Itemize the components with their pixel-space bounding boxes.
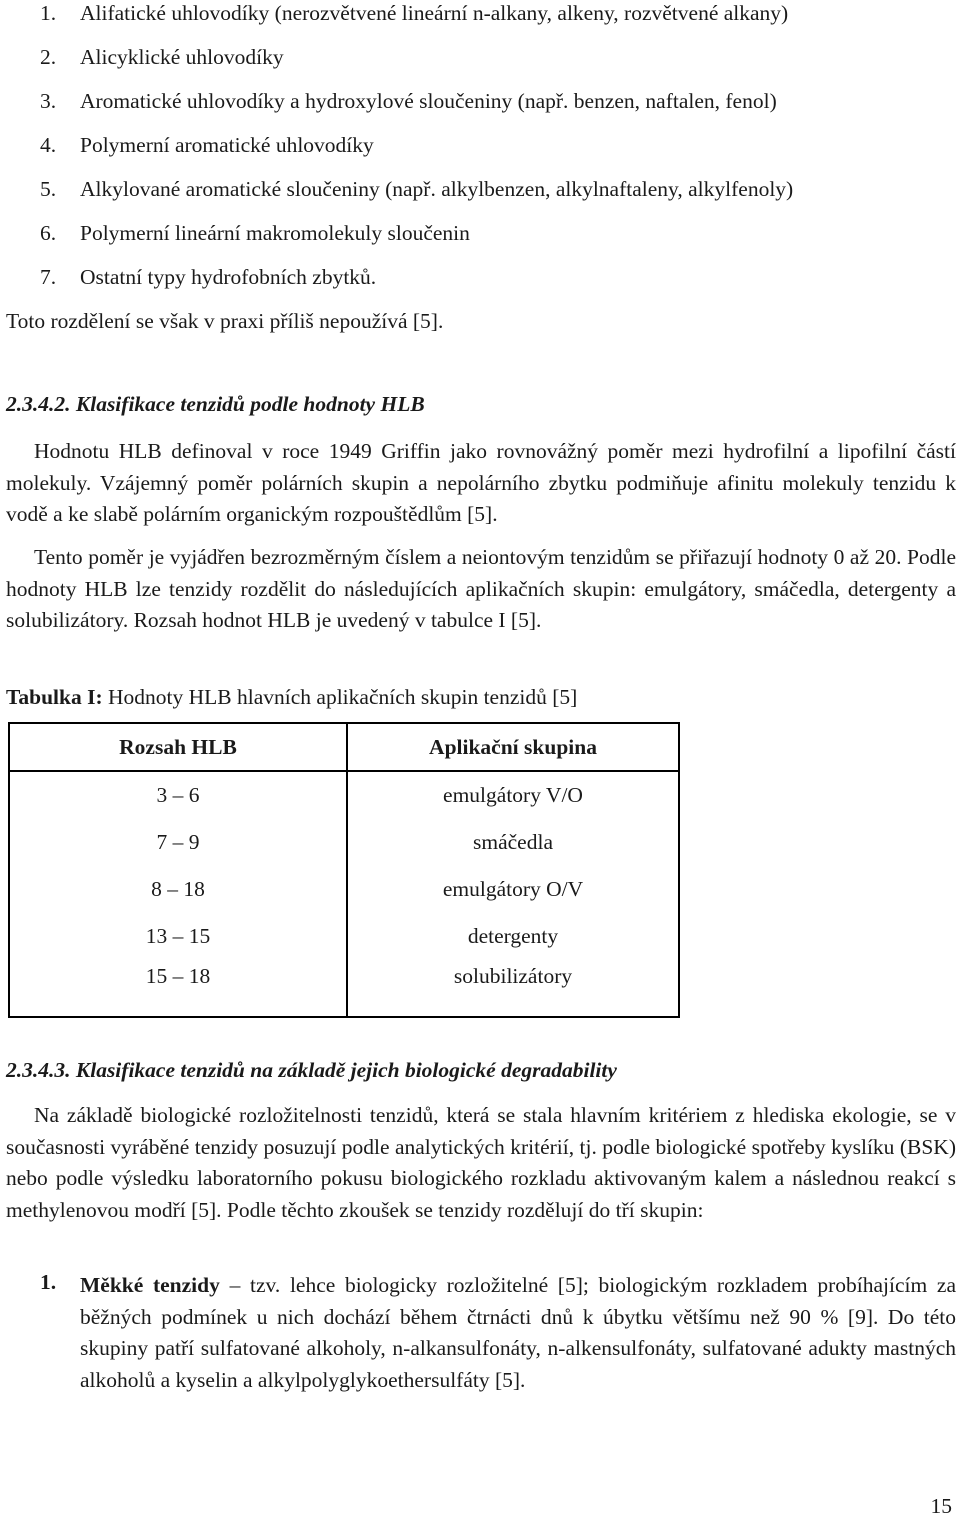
list-item-number: 1. — [40, 1270, 57, 1294]
list-item: 7. Ostatní typy hydrofobních zbytků. — [40, 265, 377, 289]
table-cell: 7 – 9 — [9, 819, 347, 866]
list-item-text: – tzv. lehce biologicky rozložitelné [5]; biologickým rozkladem probíhajícím za běžných podmínek u nich dochází během čtrnácti dnů k úbytku většímu než 90 % [9]. Do této skupiny patří sulfatované alkoholy, n-alkansulfonáty, n-alkensulfonáty, sulfatované adukty mastných alkoholů a kyselin a alkylpolyglykoethersulfáty [5]. — [80, 1273, 956, 1392]
table-cell: 15 – 18 — [9, 960, 347, 1017]
table-row — [9, 913, 679, 960]
table-caption-text: Hodnoty HLB hlavních aplikačních skupin tenzidů [5] — [102, 685, 578, 709]
list-item: 4. Polymerní aromatické uhlovodíky — [40, 133, 374, 157]
hlb-table — [8, 722, 680, 1018]
table-cell: 3 – 6 — [9, 771, 347, 819]
table-cell: emulgátory O/V — [347, 866, 679, 913]
hlb-paragraph-2: Tento poměr je vyjádřen bezrozměrným číslem a neiontovým tenzidům se přiřazují hodnoty 0 až 20. Podle hodnoty HLB lze tenzidy rozdělit do následujících aplikačních skupin: emulgátory, smáčedla, detergenty a solubilizátory. Rozsah hodnot HLB je uvedený v tabulce I [5]. — [6, 545, 956, 632]
table-cell: smáčedla — [347, 819, 679, 866]
table-header-row — [9, 723, 679, 771]
list-item: 2. Alicyklické uhlovodíky — [40, 45, 284, 69]
table-cell: emulgátory V/O — [347, 771, 679, 819]
column-header: Rozsah HLB — [9, 723, 347, 771]
list-item: 5. Alkylované aromatické sloučeniny (např. alkylbenzen, alkylnaftaleny, alkylfenoly) — [40, 177, 794, 201]
hydrophobic-types-list — [40, 0, 793, 308]
section-heading-bio: 2.3.4.3. Klasifikace tenzidů na základě jejich biologické degradability — [6, 1058, 617, 1082]
hlb-paragraph-1: Hodnotu HLB definoval v roce 1949 Griffin jako rovnovážný poměr mezi hydrofilní a lipofilní částí molekuly. Vzájemný poměr polárních skupin a nepolárního zbytku podmiňuje afinitu molekuly tenzidu k vodě a ke slabě polárním organickým rozpouštědlům [5]. — [6, 439, 956, 526]
list-item — [80, 1270, 956, 1396]
table-cell: solubilizátory — [347, 960, 679, 1017]
table-row — [9, 771, 679, 819]
degradability-list — [40, 1270, 956, 1396]
list-item: 6. Polymerní lineární makromolekuly sloučenin — [40, 221, 470, 245]
table-cell: detergenty — [347, 913, 679, 960]
list-item: 1. Alifatické uhlovodíky (nerozvětvené lineární n-alkany, alkeny, rozvětvené alkany) — [40, 1, 789, 25]
table-row — [9, 866, 679, 913]
list-item-term: Měkké tenzidy — [80, 1273, 220, 1297]
section-heading-hlb: 2.3.4.2. Klasifikace tenzidů podle hodnoty HLB — [6, 392, 425, 416]
table-row — [9, 819, 679, 866]
table-row — [9, 960, 679, 1017]
page-number: 15 — [930, 1494, 952, 1518]
table-cell: 13 – 15 — [9, 913, 347, 960]
table-cell: 8 – 18 — [9, 866, 347, 913]
note-paragraph: Toto rozdělení se však v praxi příliš nepoužívá [5]. — [6, 309, 444, 333]
bio-paragraph-1: Na základě biologické rozložitelnosti tenzidů, která se stala hlavním kritériem z hlediska ekologie, se v současnosti vyráběné tenzidy posuzují podle analytických kritérií, tj. podle biologické spotřeby kyslíku (BSK) nebo podle výsledku laboratorního pokusu biologického rozkladu aktivovaným kalem a následnou reakcí s methylenovou modří [5]. Podle těchto zkoušek se tenzidy rozdělují do tří skupin: — [6, 1103, 956, 1222]
table-caption-label: Tabulka I: — [6, 685, 103, 709]
table-caption — [6, 685, 577, 710]
column-header: Aplikační skupina — [347, 723, 679, 771]
list-item: 3. Aromatické uhlovodíky a hydroxylové sloučeniny (např. benzen, naftalen, fenol) — [40, 89, 777, 113]
